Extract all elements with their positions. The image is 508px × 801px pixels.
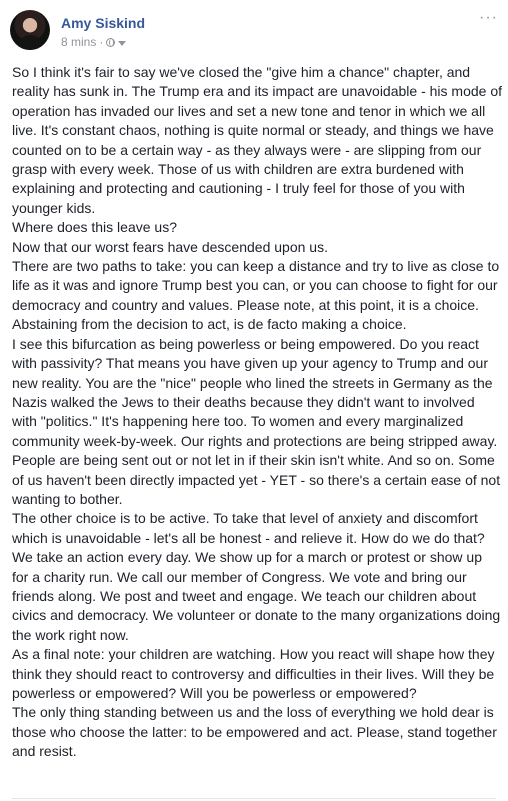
author-avatar[interactable] (10, 10, 50, 50)
post-body (12, 63, 502, 762)
post-paragraph: The other choice is to be active. To take that level of anxiety and discomfort which is unavoidable - let's all be honest - and relieve it. How do we do that? We take an action every day. We show up for a march or protest or show up for a charity run. We call our member of Congress. We vote and bring our friends along. We post and tweet and engage. We teach our children about civics and democracy. We volunteer or donate to the many organizations doing the work right now. (12, 510, 501, 643)
chevron-down-icon[interactable] (118, 41, 126, 46)
post-paragraph: So I think it's fair to say we've closed the "give him a chance" chapter, and reality has sunk in. The Trump era and its impact are unavoidable - his mode of operation has invaded our lives and set a new tone and tenor in which we all live. It's constant chaos, nothing is quite normal or steady, and things we have counted on to be a certain way - as they always were - are slipping from our grasp with every week. Those of us with children are extra burdened with explaining and protecting and cautioning - I truly feel for those of you with younger kids. (12, 64, 502, 216)
post-paragraph: Now that our worst fears have descended upon us. (12, 238, 328, 255)
post-header (10, 10, 498, 54)
more-options-icon[interactable]: ··· (479, 9, 498, 26)
post-paragraph: I see this bifurcation as being powerless or being empowered. Do you react with passivity? That means you have given up your agency to Trump and our new reality. You are the "nice" people who lined the streets in Germany as the Nazis walked the Jews to their deaths because they didn't want to involved with "politics." It's happening here too. To women and every marginalized community week-by-week. Our rights and protections are being stripped away. People are being sent out or not let in if their skin isn't white. And so on. Some of us haven't been directly impacted yet - YET - so there's a certain ease of not wanting to bother. (12, 335, 501, 507)
author-name[interactable]: Amy Siskind (61, 15, 146, 31)
globe-icon (106, 38, 115, 47)
post-paragraph: The only thing standing between us and the loss of everything we hold dear is those who choose the latter: to be empowered and act. Please, stand together and resist. (12, 704, 497, 760)
post-time[interactable]: 8 mins (61, 35, 97, 49)
post-paragraph: Where does this leave us? (12, 219, 177, 236)
post-divider (12, 798, 496, 799)
meta-separator: · (99, 35, 104, 49)
post-paragraph: There are two paths to take: you can keep a distance and try to live as close to life as it was and ignore Trump best you can, or you can choose to fight for our democracy and country and values. Please note, at this point, it is a choice. Abstaining from the decision to act, is de facto making a choice. (12, 258, 500, 333)
post-meta (61, 34, 126, 50)
post-paragraph: As a final note: your children are watching. How you react will shape how they think they should react to controversy and difficulties in their lives. Will they be powerless or empowered? Will you be powerless or empowered? (12, 646, 495, 701)
